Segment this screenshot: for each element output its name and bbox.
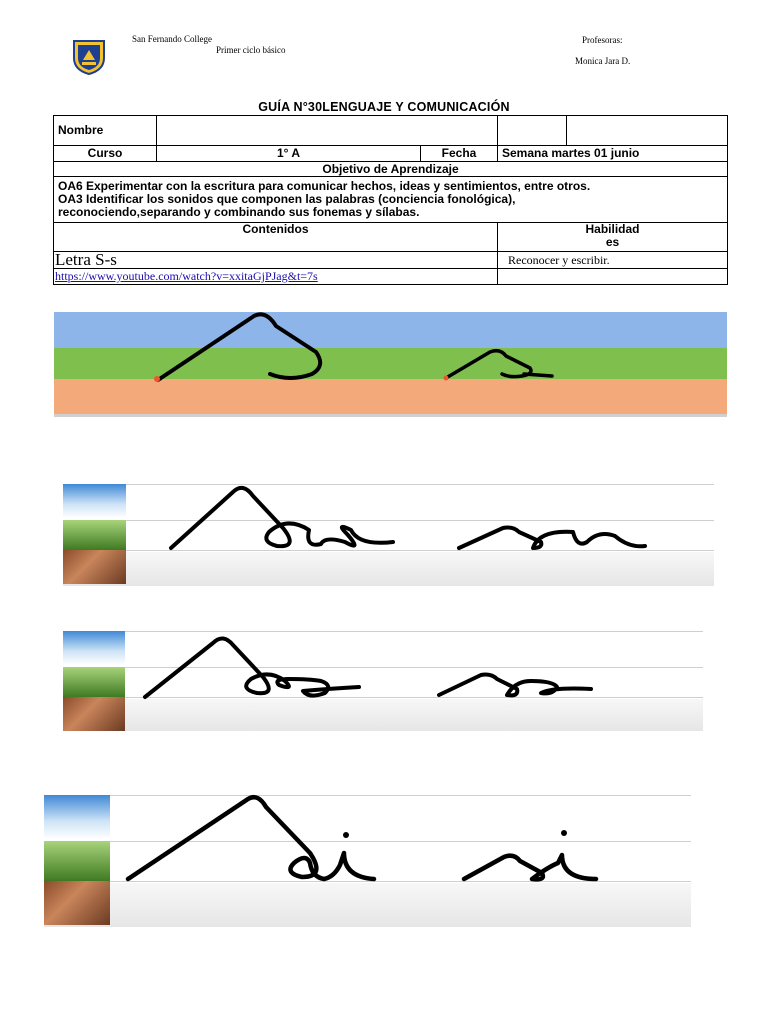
school-logo: [70, 38, 108, 76]
fecha-label: Fecha: [421, 146, 498, 162]
empty-cell: [498, 269, 728, 285]
oa6-text: OA6 Experimentar con la escritura para comunicar hechos, ideas y sentimientos, entre otros.: [58, 179, 591, 193]
habilidad-value: Reconocer y escribir.: [498, 252, 728, 269]
teacher-name: Monica Jara D.: [575, 56, 631, 66]
objectives-cell: [54, 177, 728, 223]
guide-info-table: [53, 115, 728, 285]
curso-label: Curso: [54, 146, 157, 162]
nombre-label: Nombre: [54, 116, 157, 146]
oa3-text-line2: reconociendo,separando y combinando sus fonemas y sílabas.: [58, 205, 420, 219]
habilidades-label-line2: es: [605, 235, 620, 249]
handwriting-sa-sa: [63, 482, 714, 586]
teachers-label: Profesoras:: [582, 35, 623, 45]
youtube-link[interactable]: https://www.youtube.com/watch?v=xxitaGjPJag&t=7s: [55, 269, 318, 283]
nombre-extra-field: [498, 116, 567, 146]
guide-title: GUÍA N°30LENGUAJE Y COMUNICACIÓN: [258, 100, 510, 114]
nombre-extra-field-2: [567, 116, 728, 146]
handwriting-row-si: [44, 793, 691, 927]
handwriting-row-se: [63, 629, 703, 731]
handwriting-se-se: [63, 629, 703, 731]
oa3-text-line1: OA3 Identificar los sonidos que componen las palabras (conciencia fonológica),: [58, 192, 516, 206]
habilidades-label: [498, 223, 728, 252]
objetivo-label: Objetivo de Aprendizaje: [54, 162, 728, 177]
school-name: San Fernando College: [132, 34, 212, 44]
letter-strip-s: [54, 312, 727, 417]
curso-value: 1° A: [157, 146, 421, 162]
habilidades-label-line1: Habilidad: [585, 222, 640, 236]
link-cell: [54, 269, 498, 285]
handwriting-si-si: [44, 793, 691, 927]
contenidos-label: Contenidos: [54, 223, 498, 252]
contenido-value: Letra S-s: [54, 252, 498, 269]
school-cycle: Primer ciclo básico: [216, 45, 286, 55]
nombre-field[interactable]: [157, 116, 498, 146]
handwriting-row-sa: [63, 482, 714, 586]
handwriting-s-s: [54, 312, 727, 417]
fecha-value: Semana martes 01 junio: [498, 146, 728, 162]
